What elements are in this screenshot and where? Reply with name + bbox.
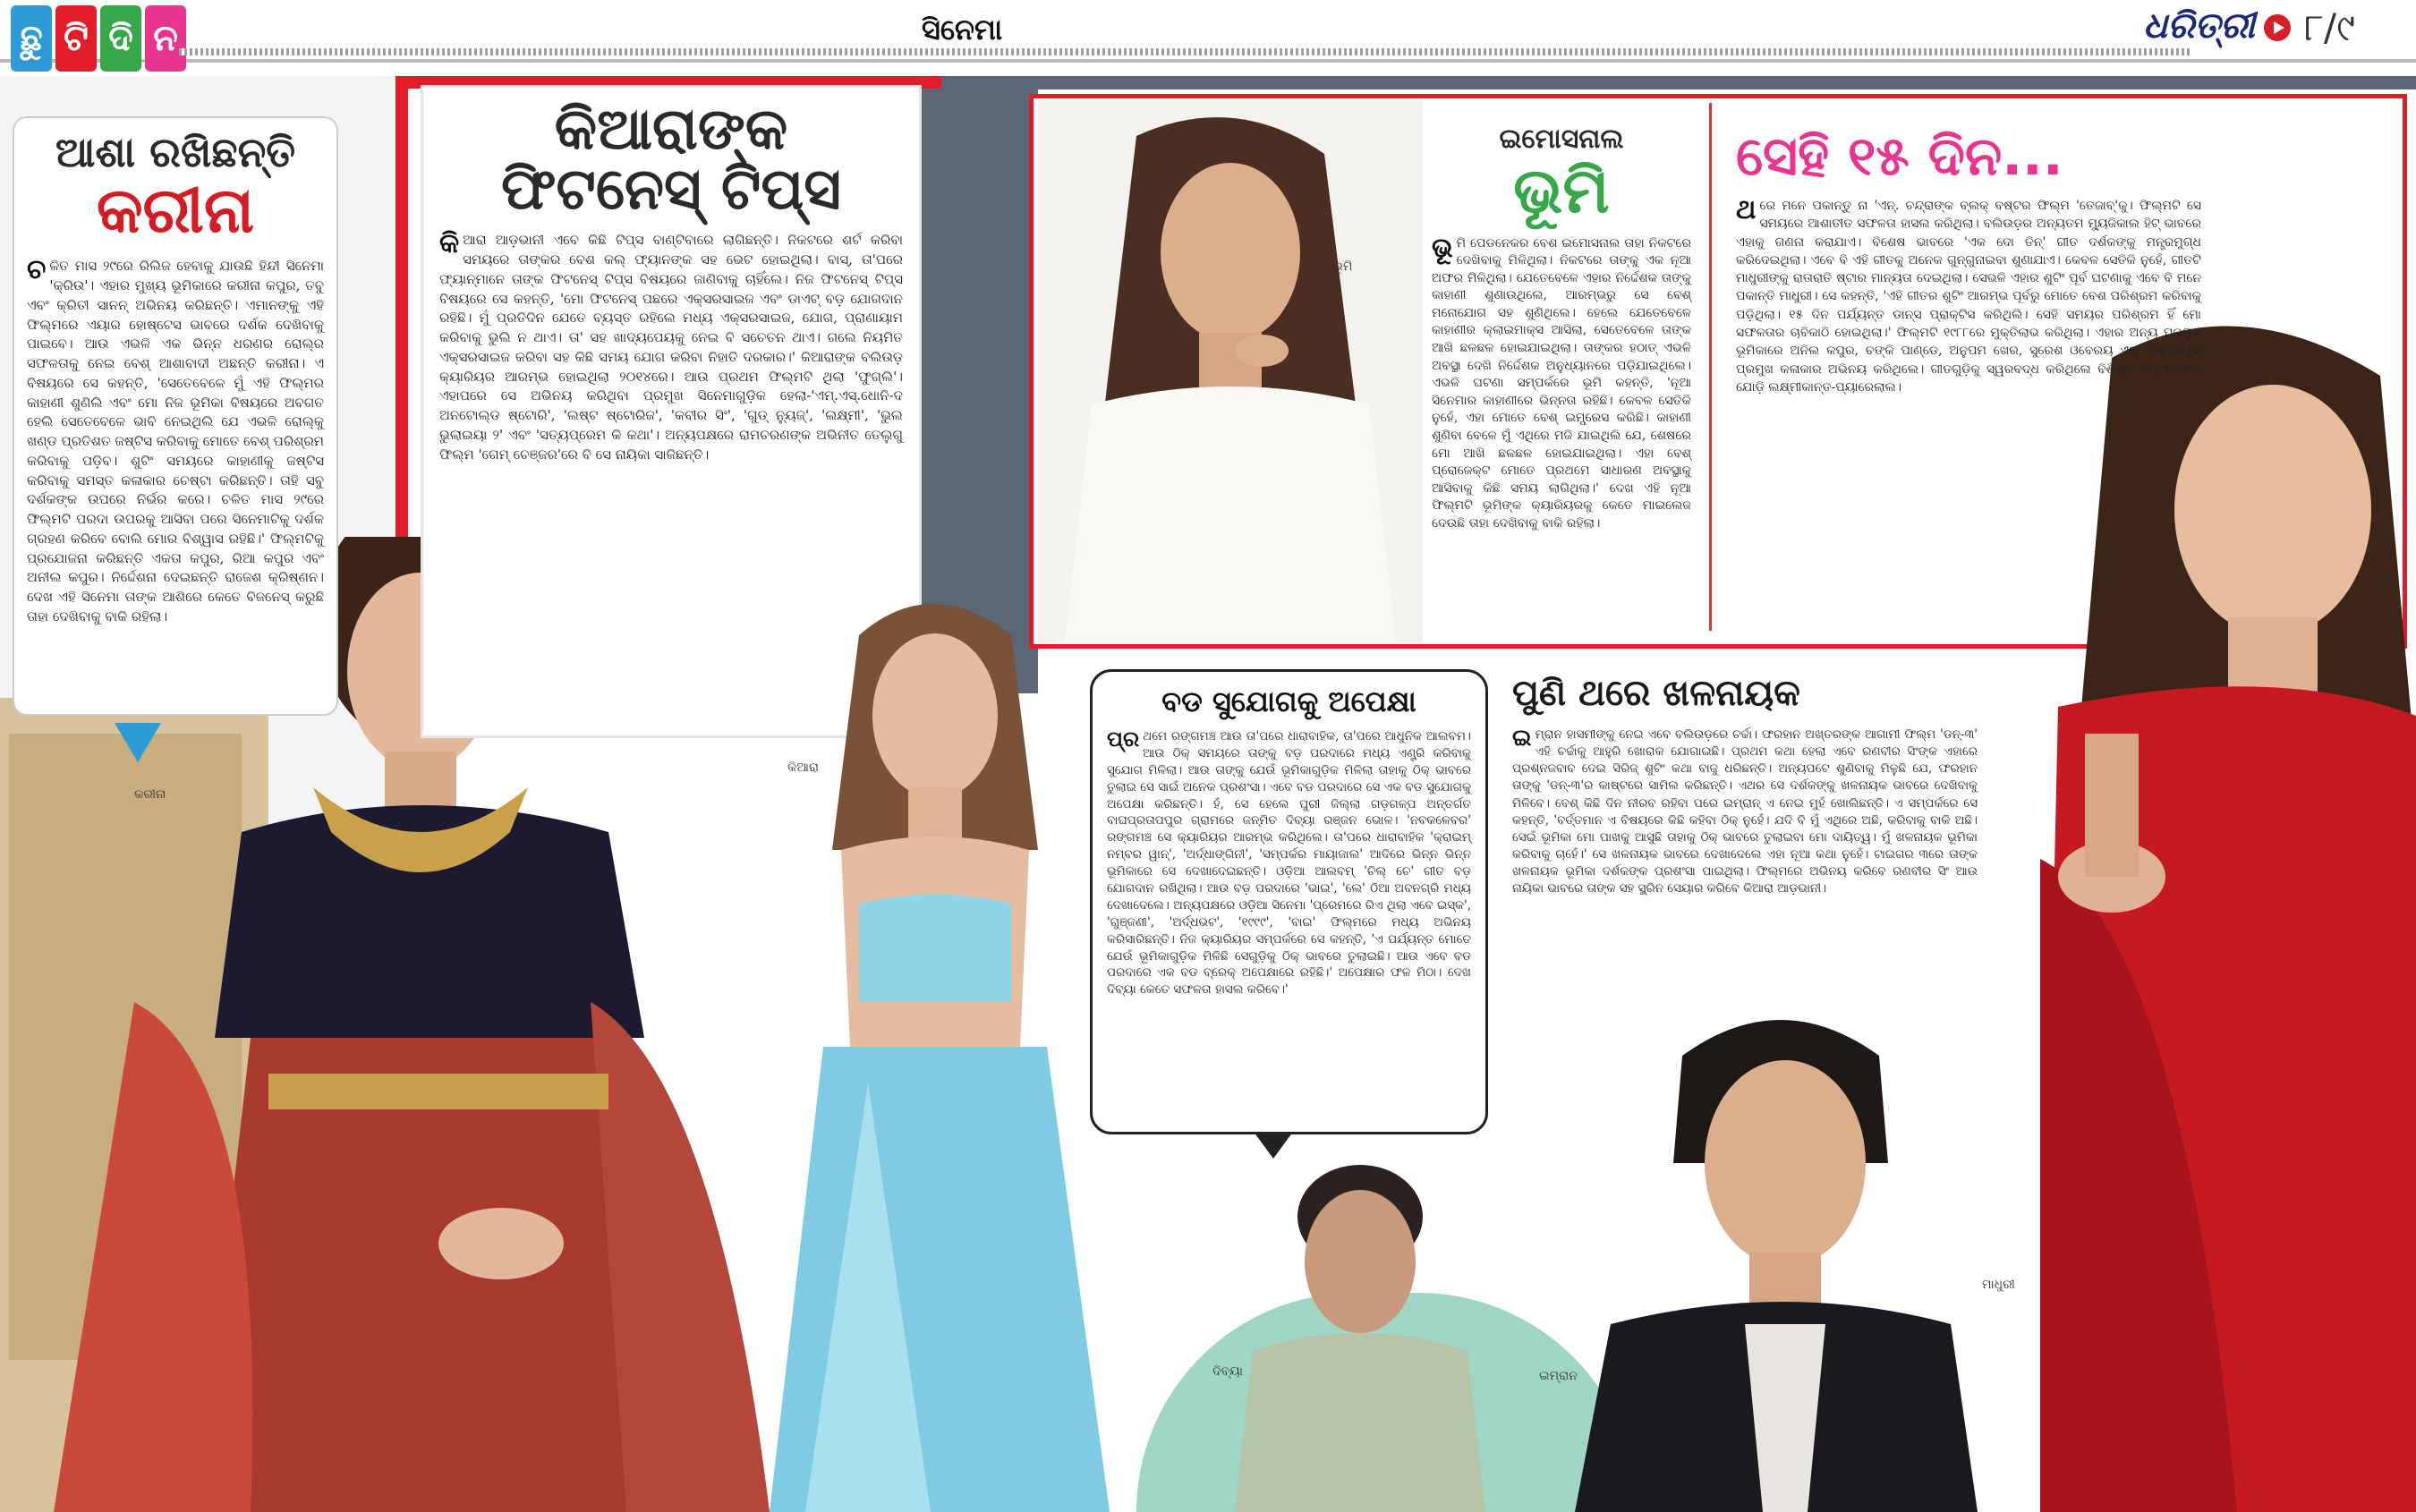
- brand-logo: ଧରିତ୍ରୀ: [2143, 5, 2255, 47]
- logo-tile-2: ଟି: [55, 5, 97, 72]
- column-divider: [1709, 103, 1712, 631]
- arrow-down-icon: [115, 723, 161, 762]
- madhuri-article: [1736, 125, 2264, 396]
- dibya-article: [1090, 669, 1488, 1134]
- dibya-body: [1107, 728, 1471, 998]
- emraan-dropcap: ଇ: [1512, 725, 1532, 752]
- madhuri-body-text: ରେ ମନେ ପକାନ୍ତୁ ନା 'ଏନ୍. ଚନ୍ଦ୍ରାଙ୍କ ବ୍ଲକ୍ ବଷ୍ଟର ଫିଲ୍ମ 'ତେଜାବ୍'କୁ। ଫିଲ୍ମଟି ସେ ସମୟରେ ଆଶାତୀତ ସଫଳତା ହାସଲ କରିଥିଲା। ବଲିଉଡ଼ର ଅନ୍ୟତମ ମ୍ୟୁଜିକାଲ ହିଟ୍ ଭାବରେ ଏହାକୁ ଗଣନା କରାଯାଏ। ବିଶେଷ ଭାବରେ 'ଏକ ଦୋ ତିନ୍' ଗୀତ ଦର୍ଶକଙ୍କୁ ମନ୍ତ୍ରମୁଗ୍ଧ କରିଦେଇଥିଲା। ଏବେ ବି ଏହି ଗୀତକୁ ଅନେକ ଗୁନ୍ଗୁନାଇବା ଶୁଣାଯାଏ। କେବଳ ସେତିକି ନୁହେଁ, ଗୀତଟି ମାଧୁରୀଙ୍କୁ ରାତାରାତି ଷ୍ଟାର ମାନ୍ୟତା ଦେଇଥିଲା। ସେଭଳି ଏହାର ଶୁଟିଂ ପୂର୍ବ ଘଟଣାକୁ ଏବେ ବି ମନେ ପକାନ୍ତି ମାଧୁରୀ। ସେ କହନ୍ତି, 'ଏହି ଗୀତର ଶୁଟିଂ ଆରମ୍ଭ ପୂର୍ବରୁ ମୋତେ ବେଶ ପରିଶ୍ରମ କରିବାକୁ ପଡ଼ିଥିଲା। ୧୫ ଦିନ ପର୍ଯ୍ୟନ୍ତ ଡାନ୍ସ ପ୍ରାକ୍ଟିସ କରିଥିଲି। ସେହି ସମୟର ପରିଶ୍ରମ ହିଁ ମୋ ସଫଳତାର ଚାବିକାଠି ହୋଇଥିଲା।' ଫିଲ୍ମଟି ୧୯୮୮ରେ ମୁକ୍ତିଲାଭ କରିଥିଲା। ଏହାର ଅନ୍ୟ ପ୍ରମୁଖ ଭୂମିକାରେ ଅନିଲ କପୁର, ଚଙ୍କି ପାଣ୍ଡେ, ଅନୁପମ ଖେର, ସୁରେଶ ଓବେରୟ ଏବଂ ଅନୁ କପୁର ପ୍ରମୁଖ କଳାକାର ଅଭିନୟ କରିଥିଲେ। ଗୀତଗୁଡ଼ିକୁ ସ୍ୱରବଦ୍ଧ କରିଥିଲେ ବିଶିଷ୍ଟ ସଙ୍ଗୀତକାର ଯୋଡ଼ି ଲକ୍ଷ୍ମୀକାନ୍ତ-ପ୍ୟାରେଲାଲ।: [1736, 199, 2201, 395]
- logo-tile-3: ଦି: [100, 5, 141, 72]
- emraan-body-text: ମ୍ରାନ ହାସମୀଙ୍କୁ ନେଇ ଏବେ ବଲିଉଡ଼ରେ ଚର୍ଚ୍ଚା। ଫରହାନ ଅଖ୍ତରଙ୍କ ଆଗାମୀ ଫିଲ୍ମ 'ଡନ୍-୩' ଏହି ଚର୍ଚ୍ଚାକୁ ଆହୁରି ଖୋରାକ ଯୋଗାଇଛି। ପ୍ରଥମ କଥା ହେଲା ଏବେ ରଣବୀର ସିଂଙ୍କ ଏହାରେ ପ୍ରଶ୍ନଜବାବ ଦେଇ ସିରିଜ୍ ଶୁଟିଂ କଥା ବାଜୁ ଧରିଛନ୍ତି। ଅନ୍ୟପଟେ ଶୁଣିବାକୁ ମିଳୁଛି ଯେ, ଫରହାନ ତାଙ୍କୁ 'ଡନ୍-୩'ର କାଷ୍ଟରେ ସାମିଲ କରିଛନ୍ତି। ଏଥର ସେ ଦର୍ଶକଙ୍କୁ ଖଳନାୟକ ଭାବରେ ଦେଖିବାକୁ ମିଳିବେ। ବେଶ୍ କିଛି ଦିନ ନୀରବ ରହିବା ପରେ ଇମ୍ରାନ୍ ଏ ନେଇ ମୁହଁ ଖୋଲିଛନ୍ତି। ଏ ସମ୍ପର୍କରେ ସେ କହନ୍ତି, 'ବର୍ତ୍ତମାନ ଏ ବିଷୟରେ କିଛି କହିବା ଠିକ୍ ନୁହେଁ। ଯଦି ବି ମୁଁ ଏଥିରେ ଅଛି, କରିବାକୁ ବାକି ଅଛି। ସେଇଁ ଭୂମିକା ମୋ ପାଖକୁ ଆସୁଛି ତାହାକୁ ଠିକ୍ ଭାବରେ ତୁଲାଇବା ମୋ ଦାୟିତ୍ୱ। ମୁଁ ଖଳନାୟକ ଭୂମିକା କରିବାକୁ ଚାହେଁ।' ସେ ଖଳନାୟକ ଭାବରେ ଦେଖାଦେଲେ ଏହା ନୂଆ କଥା ନୁହେଁ। ଟାଇଗର ୩ରେ ତାଙ୍କ ଖଳନାୟକ ଭୂମିକା ଦର୍ଶକଙ୍କ ପ୍ରଶଂସା ପାଇଥିଲା। ଫିଲ୍ମରେ ଅଭିନୟ କରିବେ ରଣବୀର ସିଂ ଆଉ ନାୟିକା ଭାବରେ ତାଙ୍କ ସହ ସ୍କ୍ରିନ ସେୟାର କରିବେ କିଆରା ଆଡ଼ଭାନୀ।: [1512, 727, 1978, 896]
- dibya-headline: ବଡ ସୁଯୋଗକୁ ଅପେକ୍ଷା: [1161, 684, 1416, 718]
- kiara-body: [439, 228, 903, 464]
- bhumi-kicker: ଇମୋସନାଲ: [1499, 123, 1624, 155]
- kareena-headline-1: ଆଶା ରଖିଛନ୍ତି: [55, 128, 296, 176]
- bhumi-photo: [1038, 100, 1423, 642]
- bhumi-headline: ଭୂମି: [1513, 153, 1610, 227]
- play-icon: [2264, 14, 2291, 41]
- kiara-dropcap: କି: [439, 228, 460, 260]
- logo-tile-4: ନ: [145, 5, 186, 72]
- kareena-body: [27, 254, 324, 626]
- dibya-dropcap: ପ୍ର: [1107, 726, 1140, 752]
- kareena-body-text: ଳିତ ମାସ ୨୯ରେ ରିଲିଜ ହେବାକୁ ଯାଉଛି ହିନ୍ଦୀ ସିନେମା 'କ୍ରିଉ'। ଏହାର ମୁଖ୍ୟ ଭୂମିକାରେ କରୀନା କପୁର, ତବୁ ଏବଂ କ୍ରିତୀ ସାନନ୍ ଅଭିନୟ କରିଛନ୍ତି। ଏମାନଙ୍କୁ ଏହି ଫିଲ୍ମରେ ଏୟାର ହୋଷ୍ଟେସ ଭାବରେ ଦର୍ଶକ ଦେଖିବାକୁ ପାଇବେ। ଆଉ ଏଭଳି ଏକ ଭିନ୍ନ ଧରଣର ରୋଲ୍ର ସଫଳତାକୁ ନେଇ ବେଶ୍ ଆଶାବାଦୀ ଅଛନ୍ତି କରୀନା। ଏ ବିଷୟରେ ସେ କହନ୍ତି, 'ସେତେବେଳେ ମୁଁ ଏହି ଫିଲ୍ମର କାହାଣୀ ଶୁଣିଲି ଏବଂ ମୋ ନିଜ ଭୂମିକା ବିଷୟରେ ଅବଗତ ହେଲି ସେତେବେଳେ ଭାବି ନେଇଥିଲି ଯେ ଏଭଳି ରୋଲ୍କୁ ଖଣ୍ଡ ପ୍ରତିଶତ ଜଷ୍ଟିସ କରିବାକୁ ମୋତେ ବେଶ୍ ପରିଶ୍ରମ କରିବାକୁ ପଡ଼ିବ। ଶୁଟିଂ ସମୟରେ କାହାଣୀକୁ ଜଷ୍ଟିସ କରିବାକୁ ସମସ୍ତ କଳାକାର ଚେଷ୍ଟା କରିଛନ୍ତି। ତାହି ସବୁ ଦର୍ଶକଙ୍କ ଉପରେ ନିର୍ଭର କରେ। ଚଳିତ ମାସ ୨୯ରେ ଫିଲ୍ମଟି ପରଦା ଉପରକୁ ଆସିବା ପରେ ସିନେମାଟିକୁ ଦର୍ଶକ ଗ୍ରହଣ କରିବେ ବୋଲି ମୋର ବିଶ୍ୱାସ ରହିଛି।' ଫିଲ୍ମଟିକୁ ପ୍ରଯୋଜନା କରିଛନ୍ତି ଏକତା କପୁର, ରିଆ କପୁର ଏବଂ ଅନୀଲ କପୁର। ନିର୍ଦ୍ଦେଶନା ଦେଇଛନ୍ତି ରାଜେଶ କ୍ରିଷ୍ଣନ। ଦେଖ ଏହି ସିନେମା ତାଙ୍କ ଆଶିରେ କେତେ ବିଜନେସ୍ କରୁଛି ତାହା ଦେଖିବାକୁ ବାକି ରହିଲା।: [27, 258, 324, 624]
- kiara-caption: କିଆରା: [787, 760, 820, 775]
- dibya-body-text: ଥମେ ରଙ୍ଗମଞ୍ଚ ଆଉ ତା'ପରେ ଧାରାବାହିକ, ତା'ପରେ ଆଧୁନିକ ଆଲବମ। ଆଉ ଠିକ୍ ସମୟରେ ତାଙ୍କୁ ବଡ଼ ପରଦାରେ ମଧ୍ୟ ଏଣ୍ଟ୍ରି କରିବାକୁ ସୁଯୋଗ ମିଳିଲା। ଆଉ ତାଙ୍କୁ ଯେଉଁ ଭୂମିକାଗୁଡ଼ିକ ମିଳିଲା ତାହାକୁ ଠିକ୍ ଭାବରେ ତୁଲାଇ ସେ ସାଇଁ ଅନେକ ପ୍ରଶଂସା। ଏବେ ବଡ ପରଦାରେ ସେ ଏକ ବଡ ସୁଯୋଗକୁ ଅପେକ୍ଷା କରିଛନ୍ତି। ହଁ, ସେ ହେଲେ ପୁରୀ ଜିଲ୍ଲା ଗଡ଼ଗଳ୍ପ ଅନ୍ତର୍ଗତ ବାଘପ୍ରତାପପୁର ଗ୍ରାମରେ ଜନ୍ମିତ ଦିବ୍ୟା ରଞ୍ଜନ ଭୋଳ। 'ନବକଳେବର' ରଙ୍ଗମଞ୍ଚ ସେ କ୍ୟାରିୟର ଆରମ୍ଭ କରିଥିଲେ। ତା'ପରେ ଧାରାବାହିକ 'କ୍ରାଇମ୍ ନମ୍ବର ୱାନ୍', 'ଅର୍ଦ୍ଧାଙ୍ଗିନୀ', 'ସମ୍ପର୍କର ମାୟାଜାଲ' ଆଦିରେ ଭିନ୍ନ ଭିନ୍ନ ଭୂମିକାରେ ସେ ଦେଖାଦେଇଛନ୍ତି। ଓଡ଼ିଆ ଆଲବମ୍ 'ଚିଲ୍ ଚେ' ଗୀତ ବଡ଼ ଯୋଗଦାନ ରଖିଥିଲା। ଆଉ ବଡ଼ ପରଦାରେ 'ଭାଇ', 'ଲେ' ଠିଆ ଅବନଗ୍ରି ମଧ୍ୟ ଦେଖାଦେଲେ। ଅନ୍ୟପକ୍ଷରେ ଓଡ଼ିଆ ସିନେମା 'ପ୍ରେମରେ ରିଏ ଥିଲା ଏବେ ଇସ୍କ', 'ଗୁଞ୍ଜଣୀ', 'ଅର୍ଦ୍ଧଭଟ', '୧୯୯୯', 'ବାଇ' ଫିଲ୍ମରେ ମଧ୍ୟ ଅଭିନୟ କରିସାରିଛନ୍ତି। ନିଜ କ୍ୟାରିୟର ସମ୍ପର୍କରେ ସେ କହନ୍ତି, 'ଏ ପର୍ଯ୍ୟନ୍ତ ମୋତେ ଯେଉଁ ଭୂମିକାଗୁଡ଼ିକ ମିଳିଛି ସେଗୁଡ଼ିକୁ ଠିକ୍ ଭାବରେ ତୁଲାଇଛି। ଆଉ ଏବେ ବଡ ପରଦାରେ ଏକ ବଡ ବ୍ରେକ୍ ଅପେକ୍ଷାରେ ରହିଛି।' ଅପେକ୍ଷାର ଫଳ ମିଠା। ଦେଖ ଦିବ୍ୟା କେତେ ସଫଳତା ହାସଲ କରିବେ।': [1107, 729, 1471, 998]
- bhumi-article: [1432, 125, 1691, 533]
- dibya-photo: [1235, 1136, 1485, 1512]
- dibya-caption: ଦିବ୍ୟା: [1212, 1364, 1243, 1379]
- emraan-photo: [1575, 984, 1978, 1512]
- kiara-headline-1: କିଆରାଙ୍କ: [554, 97, 788, 163]
- bhumi-caption: ଭୂମି: [1333, 259, 1353, 274]
- kiara-body-text: ଆରା ଆଡ଼ଭାନୀ ଏବେ କିଛି ଟିପ୍ସ ବାଣ୍ଟିବାରେ ଲାଗିଛନ୍ତି। ନିକଟରେ ଶର୍ଟ କରିବା ସମୟରେ ତାଙ୍କର ବେଶ କଲ୍ ଫ୍ୟାନଙ୍କ ସହ ଭେଟ ହୋଇଥିଲା। ବାସ୍, ତା'ପରେ ଫ୍ୟାନ୍ମାନେ ତାଙ୍କ ଫିଟନେସ୍ ଟିପ୍ସ ବିଷୟରେ ଜାଣିବାକୁ ଚାହିଁଲେ। ନିଜ ଫିଟନେସ୍ ଟିପ୍ସ ବିଷୟରେ ସେ କହନ୍ତି, 'ମୋ ଫିଟନେସ୍ ପଛରେ ଏକ୍ସରସାଇଜ ଏବଂ ଡାଏଟ୍ ବଡ଼ ଯୋଗଦାନ ରହିଛି। ମୁଁ ପ୍ରତିଦିନ ଯେତେ ବ୍ୟସ୍ତ ରହିଲେ ମଧ୍ୟ ଏକ୍ସରସାଇଜ, ଯୋଗ, ପ୍ରାଣାୟାମ କରିବାକୁ ଭୁଲି ନ ଥାଏ। ତା' ସହ ଖାଦ୍ୟପେୟକୁ ନେଇ ବି ସଚେତନ ଥାଏ। ଗଲେ ନିୟମିତ ଏକ୍ସରସାଇଜ କରିବା ସହ କିଛି ସମୟ ଯୋଗ କରିବା ନିହାତି ଦରକାର।' କିଆରାଙ୍କ ବଲିଉଡ଼ କ୍ୟାରିୟର ଆରମ୍ଭ ହୋଇଥିଲା ୨୦୧୪ରେ। ଆଉ ପ୍ରଥମ ଫିଲ୍ମଟି ଥିଲା 'ଫୁଗ୍ଲି'। ଏହାପରେ ସେ ଅଭିନୟ କରିଥିବା ପ୍ରମୁଖ ସିନେମାଗୁଡ଼ିକ ହେଲା-'ଏମ୍.ଏସ୍.ଧୋନି-ଦ ଅନଟୋଲ୍ଡ ଷ୍ଟୋରି', 'ଲଷ୍ଟ ଷ୍ଟୋରିଜ', 'କବୀର ସିଂ', 'ଗୁଡ୍ ନ୍ୟୁଜ୍', 'ଲକ୍ଷ୍ମୀ', 'ଭୁଲ ଭୁଲାଇୟା ୨' ଏବଂ 'ସତ୍ୟପ୍ରେମ କି କଥା'। ଅନ୍ୟପକ୍ଷରେ ରାମଚରଣଙ୍କ ଅଭିନୀତ ତେଲୁଗୁ ଫିଲ୍ମ 'ଗେମ୍ ଚେଞ୍ଜର'ରେ ବି ସେ ନାୟିକା ସାଜିଛନ୍ତି।: [439, 232, 903, 463]
- kiara-photo: [752, 582, 1110, 1512]
- logo-tile-1: ଛୁ: [11, 5, 52, 72]
- kareena-caption: କରୀନା: [134, 787, 166, 802]
- grey-band: [895, 76, 2416, 89]
- bhumi-body: [1432, 232, 1691, 533]
- kareena-headline-2: କରୀନା: [96, 174, 255, 248]
- emraan-caption: ଇମ୍ରାନ: [1539, 1369, 1578, 1383]
- madhuri-caption: ମାଧୁରୀ: [1982, 1278, 2015, 1292]
- page-header: [0, 0, 2416, 63]
- kiara-headline-2: ଫିଟନେସ୍ ଟିପ୍ସ: [501, 157, 841, 224]
- section-title: ସିନେମା: [922, 13, 1003, 47]
- emraan-article: [1512, 726, 1978, 898]
- kareena-dropcap: ଚ: [27, 254, 47, 286]
- emraan-body: [1512, 726, 1978, 898]
- header-rule: [179, 48, 2192, 55]
- kareena-article: [13, 116, 338, 716]
- page-number: ୮/୯: [2304, 5, 2355, 49]
- emraan-headline: ପୁଣି ଥରେ ଖଳନାୟକ: [1512, 673, 1800, 714]
- madhuri-dropcap: ଥ: [1736, 194, 1757, 225]
- madhuri-photo: [2004, 304, 2416, 1512]
- bhumi-body-text: ମି ପେଡନେକର ବେଶ ଇମୋସନାଲ ତାହା ନିକଟରେ ଦେଖିବାକୁ ମିଳିଥିଲା। ନିକଟରେ ତାଙ୍କୁ ଏକ ନୂଆ ଅଫର ମିଳିଥିଲା। ଯେତେବେଳେ ଏହାର ନିର୍ଦ୍ଦେଶକ ତାଙ୍କୁ କାହାଣୀ ଶୁଣାଉଥିଲେ, ଆରମ୍ଭରୁ ସେ ବେଶ୍ ମନୋଯୋଗ ସହ ଶୁଣିଥିଲେ। ହେଲେ ଯେତେବେଳେ କାହାଣୀର କ୍ଲାଇମାକ୍ସ ଆସିଲା, ସେତେବେଳେ ତାଙ୍କ ଆଖି ଛଳଛଳ ହୋଇଯାଇଥିଲା। ତାଙ୍କର ହଠାତ୍ ଏଭଳି ଅବସ୍ଥା ଦେଖି ନିର୍ଦ୍ଦେଶକ ଅନୁଧ୍ୟାନରେ ପଡ଼ିଯାଇଥିଲେ। ଏଭଳି ଘଟଣା ସମ୍ପର୍କରେ ଭୂମି କହନ୍ତି, 'ନୂଆ ସିନେମାର କାହାଣୀରେ ଭିନ୍ନତା ରହିଛି। କେବଳ ସେତିକି ନୁହେଁ, ଏହା ମୋତେ ବେଶ୍ ଇମ୍ପ୍ରେସ କରିଛି। କାହାଣୀ ଶୁଣିବା ବେଳେ ମୁଁ ଏଥିରେ ମଜି ଯାଇଥିଲି ଯେ, ଶେଷରେ ମୋ ଆଖି ଛଳଛଳ ହୋଇଯାଇଥିଲା। ଏହା ବେଶ୍ ପ୍ରୋଜେକ୍ଟ ମୋତେ ପ୍ରଥମେ ସାଧାରଣ ଅବସ୍ଥାକୁ ଆସିବାକୁ କିଛି ସମୟ ଲାଗିଥିଲା।' ଦେଖ ଏହି ନୂଆ ଫିଲ୍ମଟି ଭୂମିଙ୍କ କ୍ୟାରିୟରକୁ କେତେ ମାଇଲେଜ ଦେଉଛି ତାହା ଦେଖିବାକୁ ବାକି ରହିଲା।: [1432, 235, 1691, 531]
- bhumi-dropcap: ଭୂ: [1432, 232, 1453, 264]
- madhuri-body: [1736, 194, 2201, 396]
- madhuri-headline: ସେହି ୧୫ ଦିନ...: [1736, 125, 2063, 188]
